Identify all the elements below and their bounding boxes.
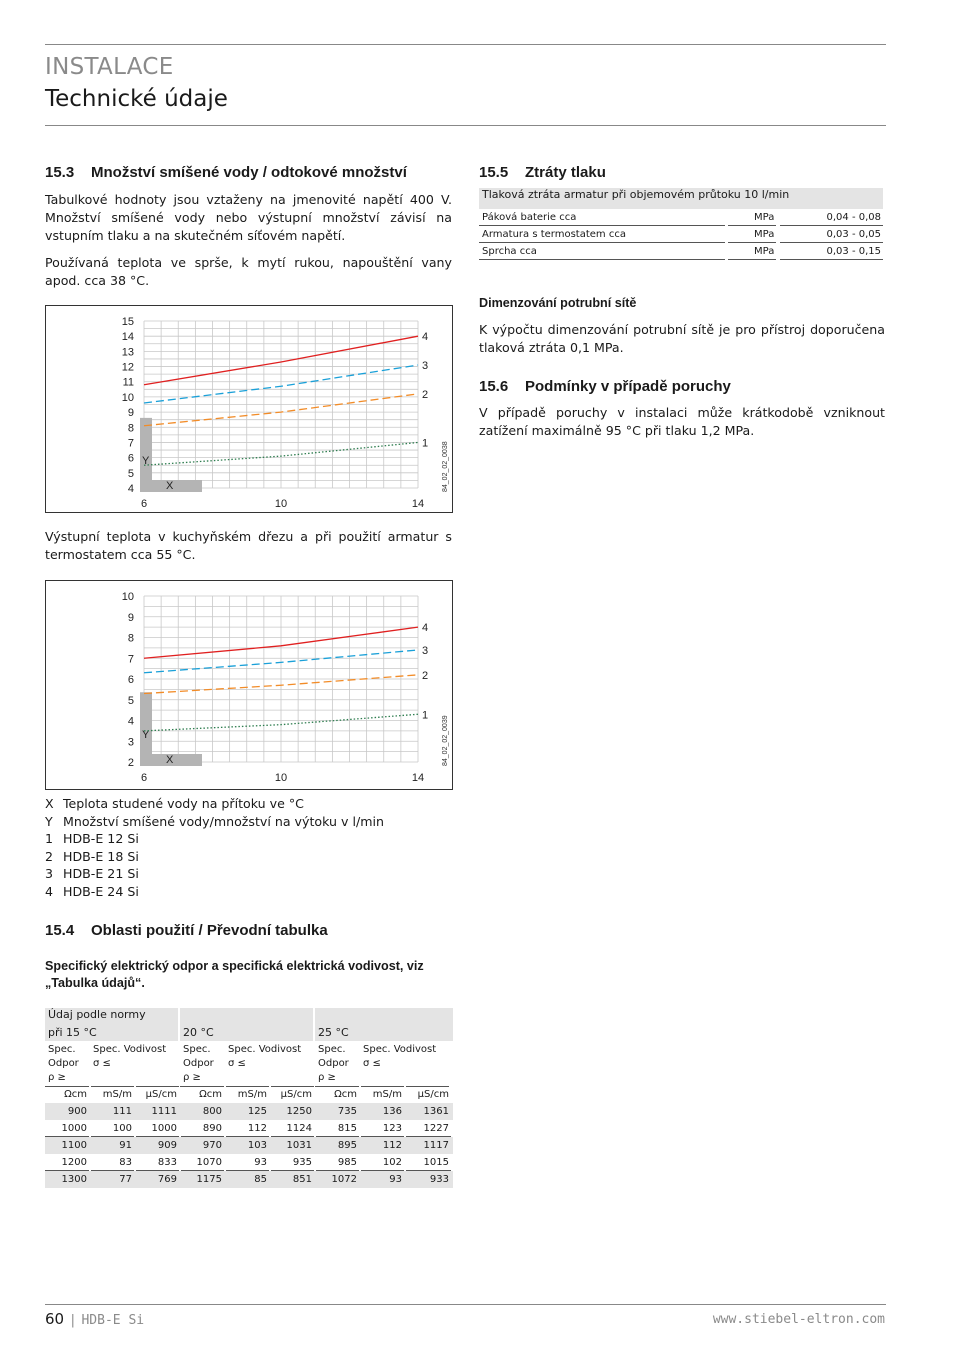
y-axis-label: Y <box>142 455 150 467</box>
table-cell: 100 <box>112 1123 132 1134</box>
table-cell: 93 <box>389 1174 402 1185</box>
table-cell: 1361 <box>423 1106 449 1117</box>
legend-item <box>45 795 452 813</box>
resistance-header: ρ ≥ <box>48 1072 66 1083</box>
header-rule <box>45 125 886 126</box>
legend-key: Y <box>45 813 53 829</box>
table-cell: 1124 <box>286 1123 312 1134</box>
table-cell: 909 <box>157 1140 177 1151</box>
table-cell: 970 <box>202 1140 222 1151</box>
paragraph: V případě poruchy v instalaci může krátkodobě vzniknout zatížení maximálně 95 °C při tlaku 1,2 MPa. <box>479 405 885 438</box>
y-tick-label: 10 <box>121 391 134 404</box>
table-cell: 1111 <box>151 1106 177 1117</box>
conductivity-header: Spec. Vodivost <box>228 1044 302 1055</box>
conductivity-header: Spec. Vodivost <box>93 1044 167 1055</box>
chart-svg <box>46 581 452 789</box>
table-cell: 77 <box>119 1174 132 1185</box>
group-label: při 15 °C <box>48 1026 97 1039</box>
row-unit: MPa <box>754 246 775 257</box>
model-name: HDB-E Si <box>81 1313 145 1328</box>
footer-separator: | <box>68 1313 77 1328</box>
header-rule <box>226 1086 269 1087</box>
table-cell: 112 <box>247 1123 267 1134</box>
table-cell: 112 <box>382 1140 402 1151</box>
section-15-4-heading <box>45 922 452 939</box>
sub-heading: Dimenzování potrubní sítě <box>479 296 637 310</box>
table-cell: 890 <box>202 1123 222 1134</box>
table-row <box>479 243 883 260</box>
conductivity-header: σ ≤ <box>363 1058 381 1069</box>
pipe-dimension-text <box>479 321 885 357</box>
paragraph: Používaná teplota ve sprše, k mytí rukou, napouštění vany apod. cca 38 °C. <box>45 255 452 288</box>
x-tick-label: 14 <box>411 772 425 784</box>
series-label-2: 2 <box>422 388 429 401</box>
table-cell: 800 <box>202 1106 222 1117</box>
chart-svg <box>46 306 452 512</box>
x-tick-label: 10 <box>274 498 288 510</box>
website-url: www.stiebel-eltron.com <box>712 1312 885 1327</box>
table-cell: 1015 <box>423 1157 449 1168</box>
row-value: 0,03 - 0,05 <box>826 229 881 240</box>
series-label-3: 3 <box>422 644 429 657</box>
section-15-5-heading <box>479 164 885 181</box>
conductivity-header: σ ≤ <box>228 1058 246 1069</box>
table-cell: 102 <box>382 1157 402 1168</box>
table-cell: 1100 <box>61 1140 87 1151</box>
series-label-2: 2 <box>422 669 429 682</box>
table-cell: 1250 <box>286 1106 312 1117</box>
series-label-4: 4 <box>422 331 429 344</box>
table-cell: 1300 <box>61 1174 87 1185</box>
table-cell: 985 <box>337 1157 357 1168</box>
table-cell: 1117 <box>423 1140 449 1151</box>
table-cell: 900 <box>67 1106 87 1117</box>
chapter-title: INSTALACE <box>45 54 174 80</box>
paragraph: Tabulkové hodnoty jsou vztaženy na jmenovité napětí 400 V. Množství smíšené vody nebo výstupní množství závisí na vstupním tlaku a na skutečném síťovém napětí. <box>45 192 452 243</box>
row-rule <box>479 259 725 260</box>
header-rule <box>180 1086 224 1087</box>
table-cell: 815 <box>337 1123 357 1134</box>
table-cell: 833 <box>157 1157 177 1168</box>
table-cell: 85 <box>254 1174 267 1185</box>
y-tick-label: 8 <box>127 632 134 645</box>
table-row <box>479 209 883 226</box>
table-cell: 83 <box>119 1157 132 1168</box>
row-value: 0,03 - 0,15 <box>826 246 881 257</box>
x-axis-label: X <box>166 480 174 492</box>
section-number: 15.3 <box>45 164 75 181</box>
x-tick-label: 6 <box>140 772 148 784</box>
row-unit: MPa <box>754 229 775 240</box>
legend-item <box>45 848 452 866</box>
legend-key: X <box>45 796 54 811</box>
section-number: 15.4 <box>45 922 75 939</box>
y-tick-label: 8 <box>127 422 134 435</box>
section-title: Oblasti použití / Převodní tabulka <box>91 922 328 939</box>
resistance-header: ρ ≥ <box>318 1072 336 1083</box>
conductivity-header: σ ≤ <box>93 1058 111 1069</box>
series-label-4: 4 <box>422 622 429 635</box>
series-label-1: 1 <box>422 437 429 450</box>
unit-header: μS/cm <box>417 1089 449 1100</box>
unit-header: μS/cm <box>145 1089 177 1100</box>
section-15-3-paragraph-2 <box>45 254 452 290</box>
row-rule <box>780 259 883 260</box>
resistance-header: Spec. <box>48 1044 76 1055</box>
unit-header: Ωcm <box>334 1089 357 1100</box>
table-cell: 769 <box>157 1174 177 1185</box>
legend-item <box>45 883 452 901</box>
legend-key: 3 <box>45 866 54 881</box>
row-item: Sprcha cca <box>482 246 537 257</box>
section-15-3-paragraph-1 <box>45 191 452 245</box>
y-tick-label: 11 <box>122 376 134 389</box>
pressure-loss-table <box>479 188 883 260</box>
y-tick-label: 10 <box>121 591 134 603</box>
y-tick-label: 15 <box>121 316 134 328</box>
resistance-header: Spec. <box>183 1044 211 1055</box>
table-cell: 1227 <box>423 1123 449 1134</box>
series-label-3: 3 <box>422 360 429 373</box>
table-cell: 136 <box>382 1106 402 1117</box>
y-tick-label: 5 <box>127 694 134 707</box>
unit-header: mS/m <box>237 1089 267 1100</box>
table-cell: 895 <box>337 1140 357 1151</box>
footer-rule <box>45 1304 886 1305</box>
table-cell: 125 <box>247 1106 267 1117</box>
section-15-3-paragraph-3 <box>45 528 452 564</box>
top-rule <box>45 44 886 45</box>
header-rule <box>91 1086 134 1087</box>
table-cell: 103 <box>247 1140 267 1151</box>
fault-condition-text <box>479 404 885 440</box>
resistance-header: Odpor <box>48 1058 79 1069</box>
figure-id: 84_02_02_0038 <box>442 441 449 492</box>
y-tick-label: 6 <box>127 452 134 465</box>
unit-header: μS/cm <box>280 1089 312 1100</box>
table-cell: 1070 <box>196 1157 222 1168</box>
section-15-6-heading <box>479 378 885 395</box>
group-label: 25 °C <box>318 1026 349 1039</box>
legend-item <box>45 830 452 848</box>
row-unit: MPa <box>754 212 775 223</box>
table-cell: 93 <box>254 1157 267 1168</box>
section-15-3-heading <box>45 164 452 181</box>
group-label: 20 °C <box>183 1026 214 1039</box>
legend-key: 1 <box>45 831 54 846</box>
paragraph: K výpočtu dimenzování potrubní sítě je pro přístroj doporučena tlaková ztráta 0,1 MPa. <box>479 322 885 355</box>
legend-text: HDB-E 24 Si <box>63 883 139 899</box>
y-tick-label: 12 <box>121 361 134 374</box>
legend-item <box>45 813 452 831</box>
header-rule <box>361 1086 404 1087</box>
table-cell: 1175 <box>196 1174 222 1185</box>
y-tick-label: 7 <box>127 437 134 450</box>
header-rule <box>271 1086 314 1087</box>
x-tick-label: 6 <box>140 498 148 510</box>
section-number: 15.6 <box>479 378 509 395</box>
table-cell: 851 <box>292 1174 312 1185</box>
header-rule <box>315 1086 359 1087</box>
y-tick-label: 6 <box>127 674 134 686</box>
y-tick-label: 7 <box>127 653 134 666</box>
y-tick-label: 14 <box>121 331 134 344</box>
table-caption: Tlaková ztráta armatur při objemovém průtoku 10 l/min <box>479 188 883 209</box>
conductivity-intro: Specifický elektrický odpor a specifická elektrická vodivost, viz „Tabulka údajů“. <box>45 959 424 990</box>
section-title: Podmínky v případě poruchy <box>525 378 731 395</box>
legend-item <box>45 865 452 883</box>
x-axis-label: X <box>166 754 174 766</box>
paragraph: Výstupní teplota v kuchyňském dřezu a při použití armatur s termostatem cca 55 °C. <box>45 529 452 562</box>
y-tick-label: 4 <box>127 715 134 728</box>
unit-header: Ωcm <box>199 1089 222 1100</box>
row-rule <box>728 259 776 260</box>
y-tick-label: 3 <box>127 736 134 749</box>
table-cell: 1000 <box>61 1123 87 1134</box>
table-cell: 1000 <box>151 1123 177 1134</box>
legend-text: HDB-E 18 Si <box>63 848 139 864</box>
resistance-header: Odpor <box>318 1058 349 1069</box>
y-tick-label: 9 <box>127 611 134 624</box>
section-title: Ztráty tlaku <box>525 164 606 181</box>
row-value: 0,04 - 0,08 <box>826 212 881 223</box>
series-label-1: 1 <box>422 709 429 722</box>
resistance-header: ρ ≥ <box>183 1072 201 1083</box>
chart-shower-mixed-water <box>45 305 453 513</box>
conductivity-header: Spec. Vodivost <box>363 1044 437 1055</box>
y-tick-label: 5 <box>127 467 134 480</box>
row-item: Armatura s termostatem cca <box>482 229 626 240</box>
table-cell: 735 <box>337 1106 357 1117</box>
x-tick-label: 14 <box>411 498 425 510</box>
table-cell: 123 <box>382 1123 402 1134</box>
y-tick-label: 9 <box>127 407 134 420</box>
unit-header: Ωcm <box>64 1089 87 1100</box>
legend-key: 4 <box>45 883 54 899</box>
legend-text: HDB-E 21 Si <box>63 866 139 881</box>
y-tick-label: 13 <box>121 346 134 359</box>
footer-page <box>45 1310 144 1328</box>
y-tick-label: 4 <box>127 483 134 495</box>
section-title: Množství smíšené vody / odtokové množství <box>91 164 407 181</box>
legend-text: Teplota studené vody na přítoku ve °C <box>63 796 304 811</box>
page-number: 60 <box>45 1310 65 1328</box>
page-title: Technické údaje <box>45 86 228 112</box>
resistance-header: Spec. <box>318 1044 346 1055</box>
legend-text: Množství smíšené vody/množství na výtoku v l/min <box>63 813 384 829</box>
row-item: Páková baterie cca <box>482 212 577 223</box>
x-tick-label: 10 <box>274 772 288 784</box>
table-cell: 1200 <box>61 1157 87 1168</box>
table-cell: 935 <box>292 1157 312 1168</box>
table-cell: 933 <box>429 1174 449 1185</box>
chart-legend <box>45 795 452 900</box>
resistance-header: Odpor <box>183 1058 214 1069</box>
legend-text: HDB-E 12 Si <box>63 831 139 846</box>
y-axis-label: Y <box>142 729 150 741</box>
unit-header: mS/m <box>372 1089 402 1100</box>
y-tick-label: 2 <box>127 757 134 769</box>
chart-kitchen-mixed-water <box>45 580 453 790</box>
legend-key: 2 <box>45 848 54 864</box>
table-cell: 1072 <box>331 1174 357 1185</box>
section-number: 15.5 <box>479 164 509 181</box>
table-cell: 111 <box>112 1106 132 1117</box>
table-top-label: Údaj podle normy <box>48 1008 146 1021</box>
table-cell: 91 <box>119 1140 132 1151</box>
table-cell: 1031 <box>286 1140 312 1151</box>
table-row <box>479 226 883 243</box>
header-rule <box>136 1086 179 1087</box>
header-rule <box>406 1086 449 1087</box>
header-rule <box>45 1086 89 1087</box>
unit-header: mS/m <box>102 1089 132 1100</box>
figure-id: 84_02_02_0039 <box>442 715 449 766</box>
